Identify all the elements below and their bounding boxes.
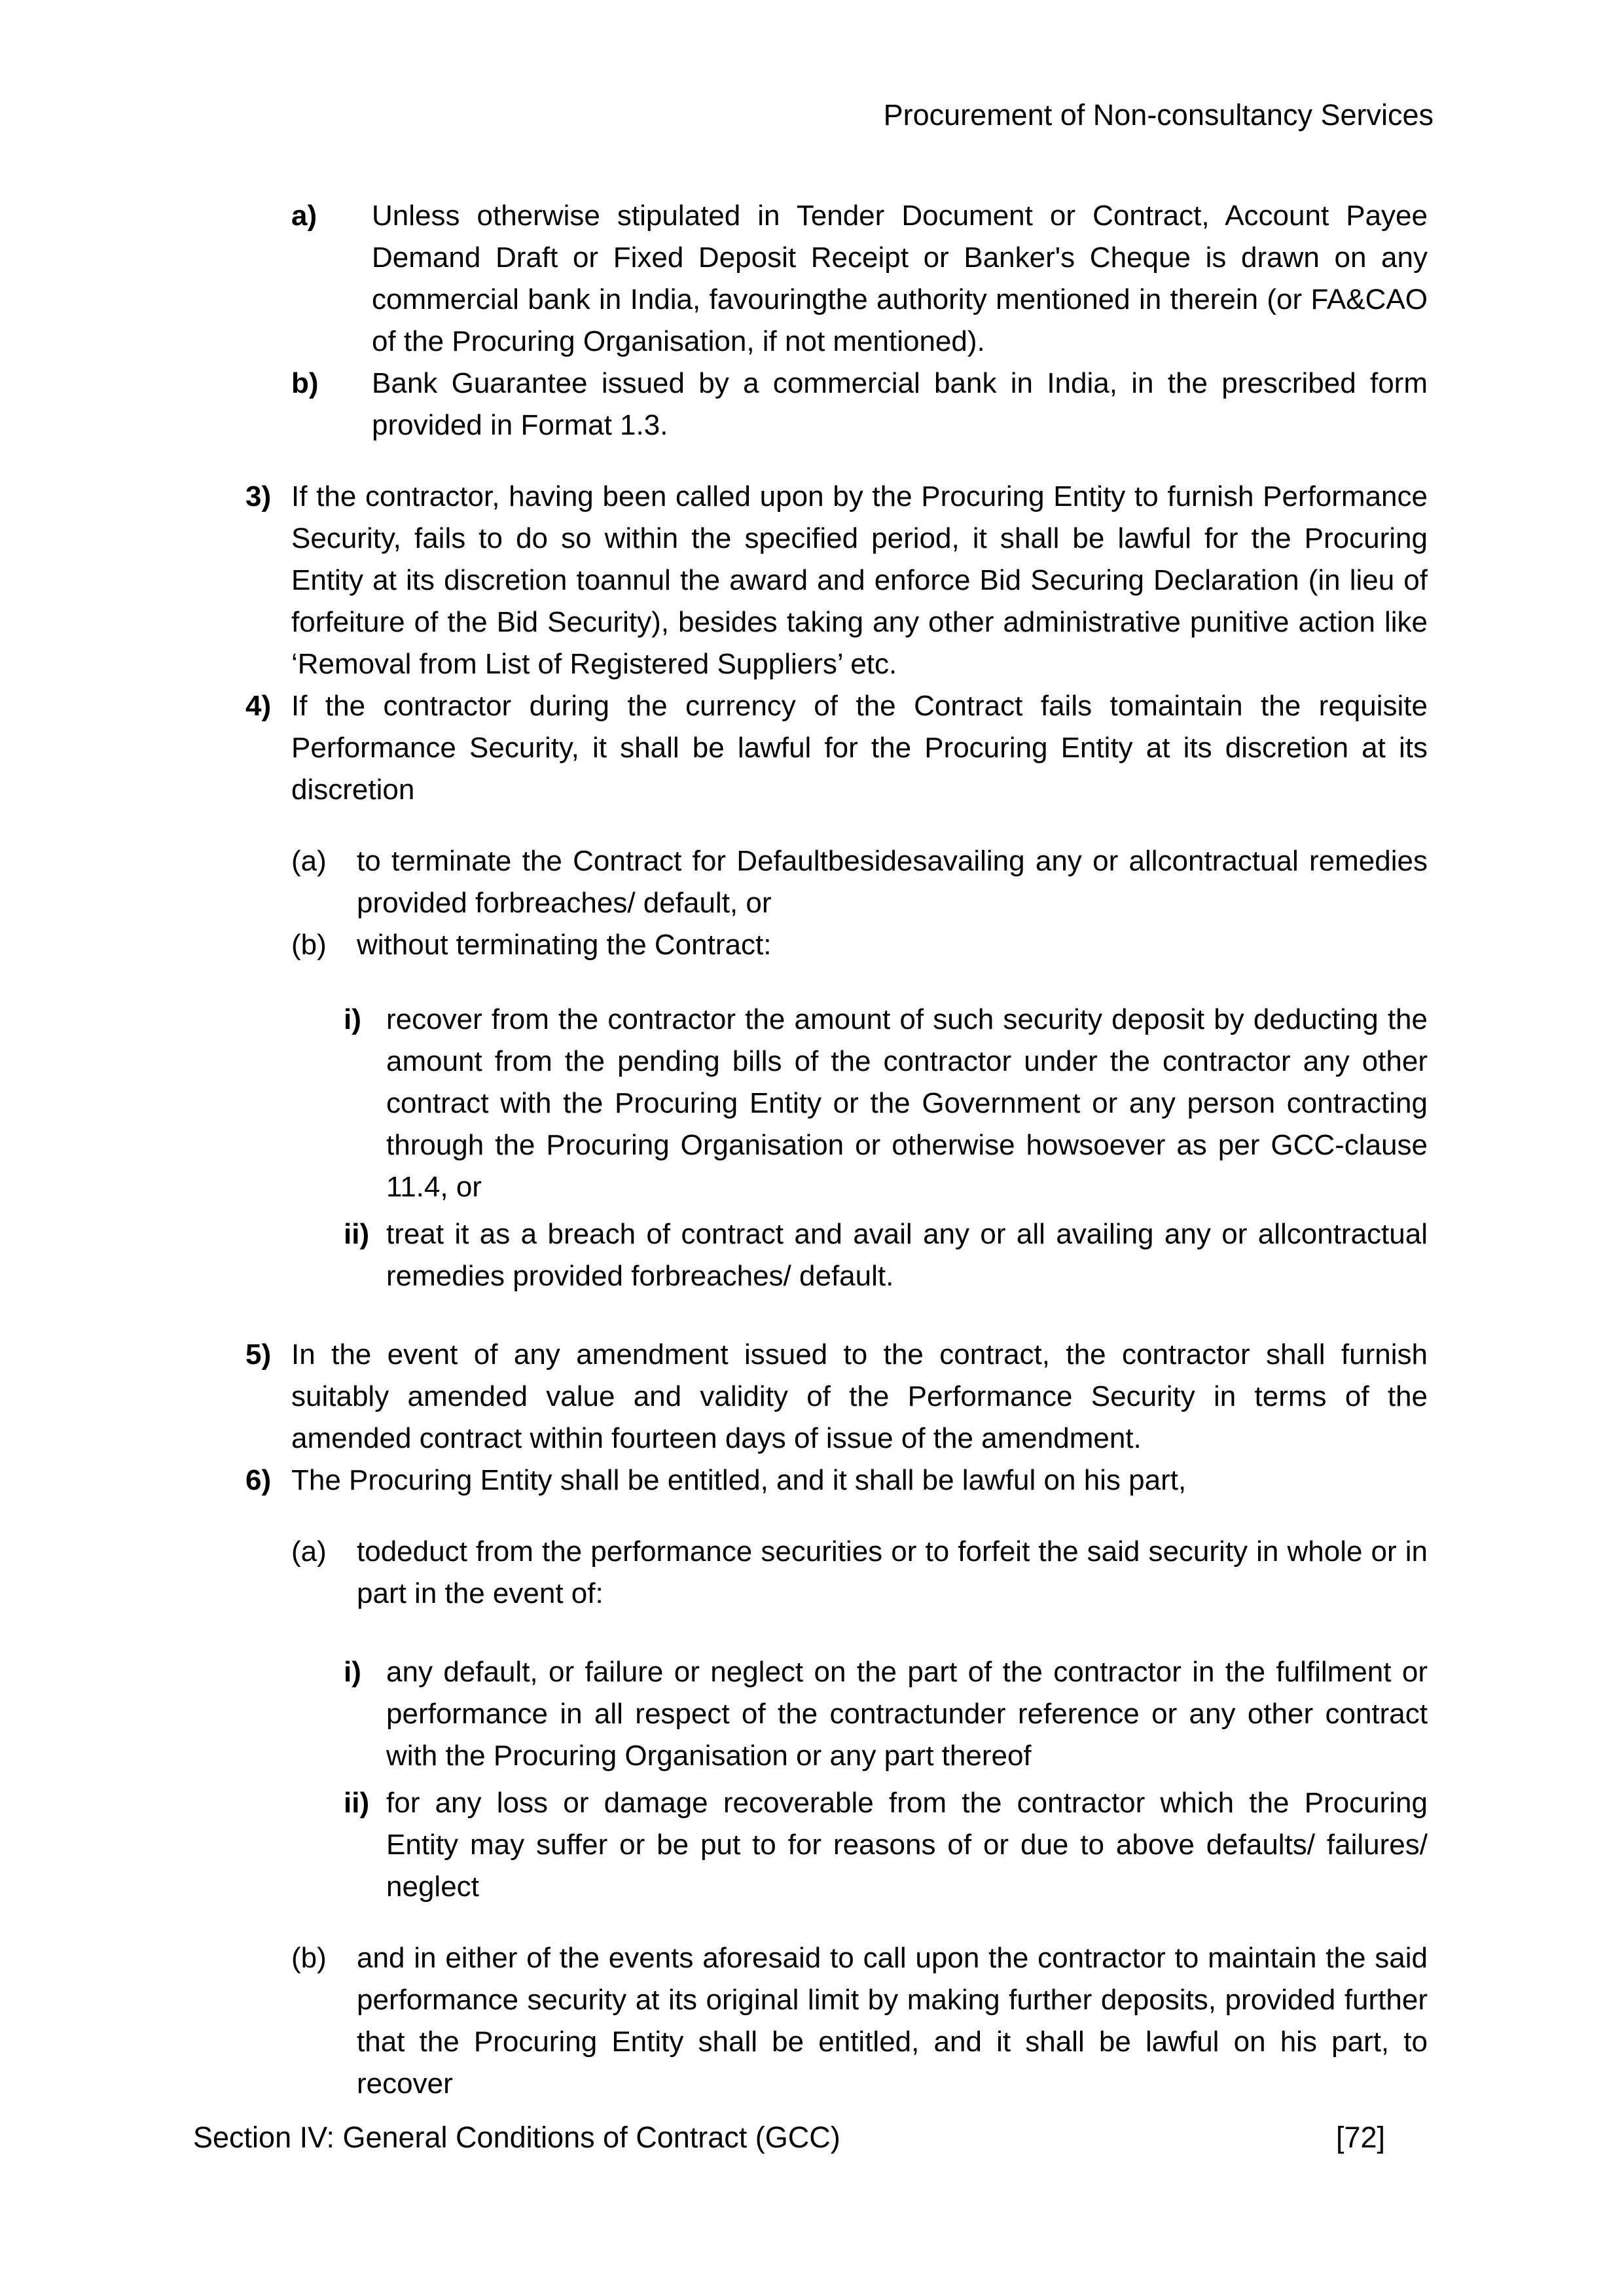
clause-4b-ii [245,1213,1428,1297]
list-marker: 6) [245,1464,272,1496]
clause-4 [245,685,1428,811]
list-item-text: Bank Guarantee issued by a commercial bank in India, in the prescribed form provided in Format 1.3. [372,367,1428,441]
list-item-text: recover from the contractor the amount of such security deposit by deducting the amount from the pending bills of the contractor under the contractor any other contract with the Procuring Entity or the Government or any person contracting through the Procuring Organisation or otherwise howsoever as per GCC-clause 11.4, or [386,1003,1428,1203]
document-content [245,195,1428,2105]
clause-3 [245,476,1428,685]
list-item-text: If the contractor, having been called upon by the Procuring Entity to furnish Performance Security, fails to do so within the specified period, it shall be lawful for the Procuring Entity at its discretion toannul the award and enforce Bid Securing Declaration (in lieu of forfeiture of the Bid Security), besides taking any other administrative punitive action like ‘Removal from List of Registered Suppliers’ etc. [291,480,1428,680]
clause-6a-i [245,1651,1428,1777]
page-header [245,97,1434,134]
list-marker: i) [344,1656,361,1688]
list-marker: b) [291,367,319,399]
list-item-text: and in either of the events aforesaid to call upon the contractor to maintain the said performance security at its original limit by making further deposits, provided further that the Procuring Entity shall be entitled, and it shall be lawful on his part, to recover [357,1942,1428,2100]
list-item-text: treat it as a breach of contract and avail any or all availing any or allcontractual remedies provided forbreaches/ default. [386,1218,1428,1292]
page-footer [193,2119,1385,2156]
list-item-text: Unless otherwise stipulated in Tender Document or Contract, Account Payee Demand Draft or Fixed Deposit Receipt or Banker's Cheque is drawn on any commercial bank in India, favouringthe authority mentioned in therein (or FA&CAO of the Procuring Organisation, if not mentioned). [372,200,1428,357]
list-marker: ii) [344,1787,370,1819]
list-marker: (a) [291,845,327,877]
list-marker: 5) [245,1338,272,1371]
list-marker: ii) [344,1218,370,1250]
list-item-text: The Procuring Entity shall be entitled, and it shall be lawful on his part, [291,1464,1187,1496]
list-marker: 3) [245,480,272,512]
list-marker: a) [291,200,317,232]
clause-4a [245,840,1428,924]
list-marker: 4) [245,690,272,722]
list-item-b [245,363,1428,446]
list-marker: (a) [291,1535,327,1568]
list-marker: i) [344,1003,361,1035]
list-item-text: to terminate the Contract for Defaultbesidesavailing any or allcontractual remedies provided forbreaches/ default, or [357,845,1428,919]
clause-6 [245,1460,1428,1501]
clause-6a-ii [245,1782,1428,1908]
list-item-text: for any loss or damage recoverable from the contractor which the Procuring Entity may suffer or be put to for reasons of or due to above defaults/ failures/ neglect [386,1787,1428,1903]
clause-6a [245,1531,1428,1615]
clause-6b [245,1937,1428,2105]
list-item-a [245,195,1428,363]
header-title: Procurement of Non-consultancy Services [883,98,1434,132]
list-marker: (b) [291,929,327,961]
list-item-text: any default, or failure or neglect on the part of the contractor in the fulfilment or performance in all respect of the contractunder reference or any other contract with the Procuring Organisation or any part thereof [386,1656,1428,1772]
clause-4b [245,924,1428,966]
list-item-text: If the contractor during the currency of the Contract fails tomaintain the requisite Performance Security, it shall be lawful for the Procuring Entity at its discretion at its discretion [291,690,1428,806]
footer-section-label: Section IV: General Conditions of Contract (GCC) [193,2121,840,2154]
list-marker: (b) [291,1942,327,1974]
list-item-text: In the event of any amendment issued to the contract, the contractor shall furnish suitably amended value and validity of the Performance Security in terms of the amended contract within fourteen days of issue of the amendment. [291,1338,1428,1454]
list-item-text: todeduct from the performance securities or to forfeit the said security in whole or in part in the event of: [357,1535,1428,1609]
footer-page-number: [72] [1335,2121,1385,2154]
list-item-text: without terminating the Contract: [357,929,772,961]
clause-5 [245,1334,1428,1460]
clause-4b-i [245,999,1428,1208]
